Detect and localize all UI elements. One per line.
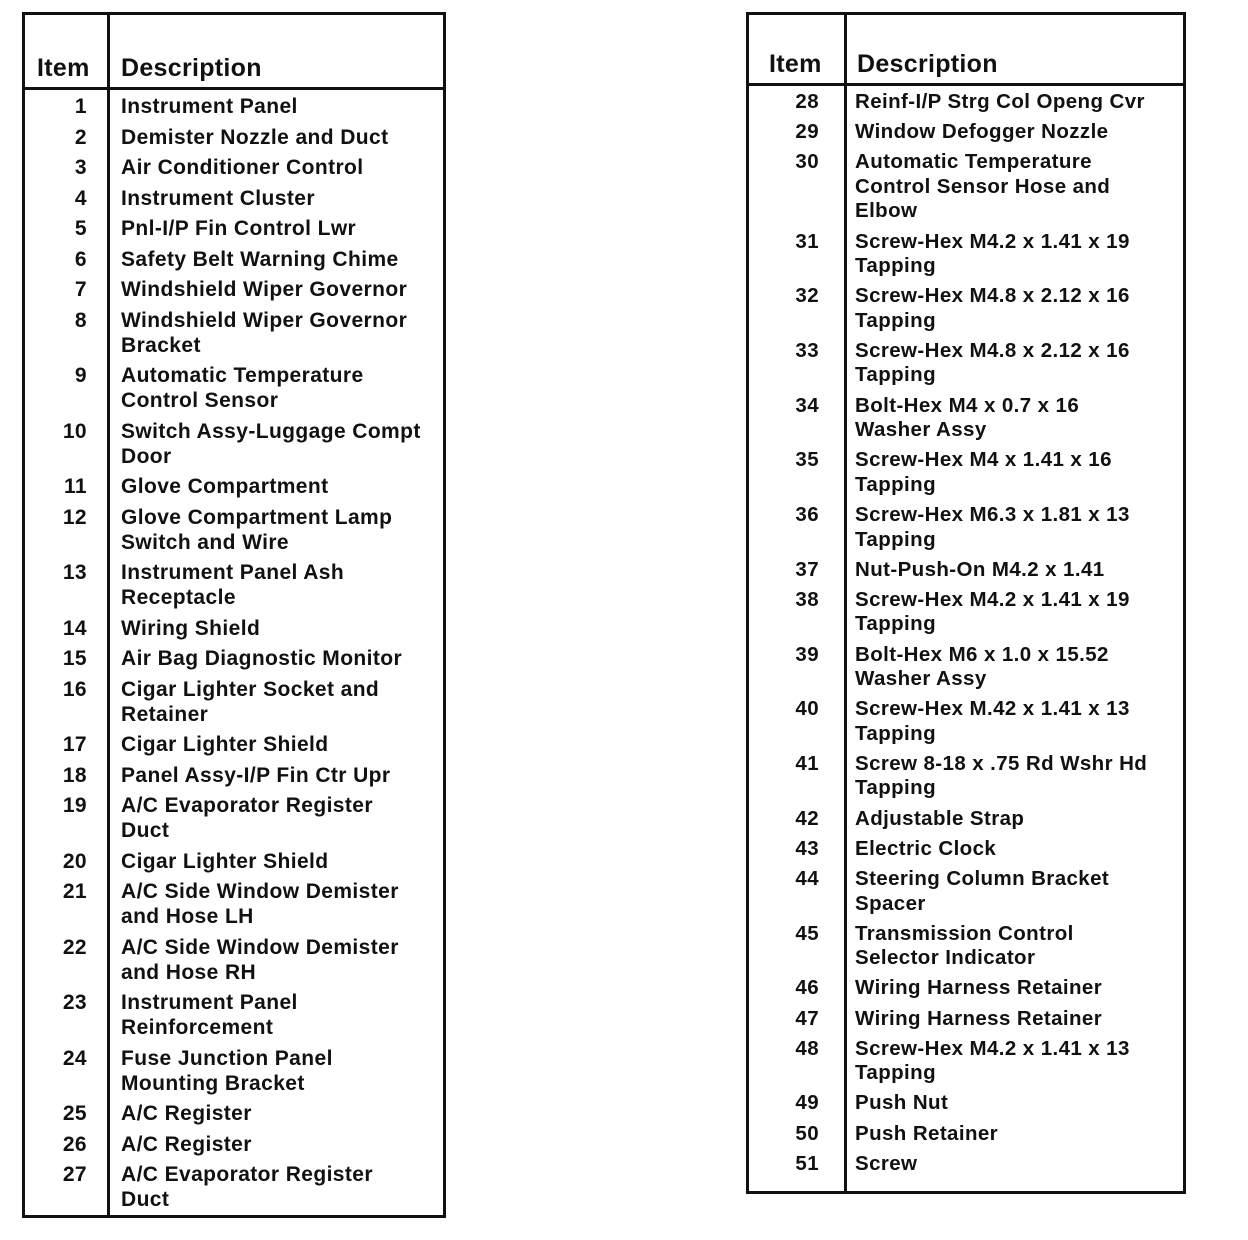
item-description: A/C Register (121, 1102, 252, 1125)
header-item: Item (769, 50, 822, 78)
table-row (749, 697, 1183, 746)
item-number: 45 (795, 921, 819, 945)
item-description: Cigar Lighter Socket and Retainer (121, 677, 380, 726)
item-number: 6 (74, 247, 87, 271)
table-header (749, 15, 1183, 86)
item-number: 4 (74, 186, 87, 210)
item-number: 46 (795, 976, 819, 1000)
item-number: 37 (795, 557, 819, 581)
item-number: 31 (795, 229, 819, 253)
table-row (25, 94, 443, 119)
item-description: Electric Clock (855, 836, 997, 860)
item-number: 24 (62, 1046, 87, 1070)
item-description: Glove Compartment Lamp Switch and Wire (121, 505, 393, 554)
item-description: Windshield Wiper Governor Bracket (121, 308, 408, 357)
item-description: Air Bag Diagnostic Monitor (121, 647, 403, 670)
item-number: 50 (795, 1121, 819, 1145)
item-number: 48 (795, 1036, 819, 1060)
item-description: A/C Side Window Demister and Hose LH (121, 880, 399, 928)
item-number: 19 (62, 794, 87, 817)
item-description: Screw-Hex M4.8 x 2.12 x 16 Tapping (855, 284, 1130, 332)
table-row (25, 505, 443, 555)
item-description: A/C Register (121, 1132, 252, 1156)
table-rows (749, 90, 1183, 1182)
item-description: Window Defogger Nozzle (855, 120, 1109, 144)
item-number: 38 (795, 587, 819, 611)
item-description: Instrument Panel Ash Receptacle (121, 561, 345, 609)
item-description: Automatic Temperature Control Sensor (121, 364, 364, 412)
item-number: 1 (74, 95, 87, 118)
item-number: 42 (795, 806, 819, 830)
item-number: 51 (795, 1151, 819, 1175)
item-number: 20 (62, 849, 87, 873)
table-row (25, 879, 443, 929)
item-description: Reinf-I/P Strg Col Openg Cvr (855, 90, 1145, 113)
item-number: 28 (795, 90, 819, 113)
item-number: 16 (62, 677, 87, 701)
item-number: 26 (62, 1132, 87, 1156)
table-row (749, 150, 1183, 224)
item-number: 39 (795, 642, 819, 666)
item-number: 23 (62, 991, 87, 1014)
item-description: Wiring Shield (121, 616, 261, 640)
item-description: Screw-Hex M4 x 1.41 x 16 Tapping (855, 448, 1112, 496)
item-number: 30 (795, 150, 819, 174)
item-number: 40 (795, 697, 819, 721)
table-rows (25, 94, 443, 1218)
item-description: Instrument Panel (121, 95, 298, 118)
table-row (749, 976, 1183, 1001)
item-description: Screw-Hex M4.2 x 1.41 x 19 Tapping (855, 587, 1130, 636)
item-description: A/C Evaporator Register Duct (121, 1163, 373, 1211)
item-description: Instrument Cluster (121, 186, 315, 210)
item-description: Automatic Temperature Control Sensor Hose and Elbow (855, 150, 1111, 223)
item-description: Screw-Hex M4.2 x 1.41 x 19 Tapping (855, 229, 1130, 278)
item-description: Screw-Hex M4.8 x 2.12 x 16 Tapping (855, 338, 1130, 387)
item-number: 47 (795, 1006, 819, 1030)
table-row (25, 616, 443, 641)
table-row (749, 1152, 1183, 1177)
table-row (749, 448, 1183, 497)
item-number: 41 (795, 751, 819, 775)
item-description: Pnl-I/P Fin Control Lwr (121, 217, 357, 240)
item-description: Screw-Hex M.42 x 1.41 x 13 Tapping (855, 697, 1130, 745)
table-row (25, 125, 443, 150)
table-row (749, 1007, 1183, 1032)
header-description: Description (121, 54, 262, 82)
item-description: Cigar Lighter Shield (121, 849, 329, 873)
item-description: Wiring Harness Retainer (855, 1006, 1103, 1030)
table-row (25, 1162, 443, 1212)
item-description: Fuse Junction Panel Mounting Bracket (121, 1046, 333, 1095)
item-description: Adjustable Strap (855, 806, 1025, 830)
item-number: 5 (74, 217, 87, 240)
item-number: 22 (62, 935, 87, 959)
item-description: Screw-Hex M4.2 x 1.41 x 13 Tapping (855, 1036, 1130, 1085)
item-number: 15 (62, 647, 87, 670)
item-description: Screw 8-18 x .75 Rd Wshr Hd Tapping (855, 751, 1148, 800)
table-row (749, 807, 1183, 832)
table-row (25, 277, 443, 302)
item-number: 13 (62, 561, 87, 584)
table-row (749, 1122, 1183, 1147)
header-description: Description (857, 50, 998, 78)
item-description: Safety Belt Warning Chime (121, 247, 399, 271)
item-number: 7 (74, 278, 87, 301)
table-row (749, 643, 1183, 692)
table-row (749, 503, 1183, 552)
table-row (749, 837, 1183, 862)
table-row (25, 1046, 443, 1096)
item-number: 32 (795, 284, 819, 308)
item-description: Cigar Lighter Shield (121, 733, 329, 756)
item-number: 33 (795, 338, 819, 362)
table-row (25, 849, 443, 874)
item-number: 8 (74, 308, 87, 332)
table-row (749, 558, 1183, 583)
table-header (25, 15, 443, 90)
item-description: A/C Evaporator Register Duct (121, 794, 373, 842)
item-description: Push Retainer (855, 1121, 999, 1145)
table-row (25, 216, 443, 241)
table-row (25, 186, 443, 211)
item-number: 21 (62, 880, 87, 903)
item-number: 10 (62, 419, 87, 443)
item-number: 29 (795, 120, 819, 144)
item-number: 35 (795, 448, 819, 472)
table-row (749, 394, 1183, 443)
table-row (25, 732, 443, 757)
table-row (25, 155, 443, 180)
parts-table-right (746, 12, 1186, 1194)
item-description: Bolt-Hex M4 x 0.7 x 16 Washer Assy (855, 393, 1080, 442)
table-row (749, 1091, 1183, 1116)
item-number: 49 (795, 1091, 819, 1115)
table-row (749, 752, 1183, 801)
item-number: 18 (62, 763, 87, 787)
table-row (749, 284, 1183, 333)
item-number: 2 (74, 125, 87, 149)
item-description: Nut-Push-On M4.2 x 1.41 (855, 557, 1105, 581)
item-description: Transmission Control Selector Indicator (855, 921, 1074, 970)
table-row (25, 1101, 443, 1126)
table-row (749, 1037, 1183, 1086)
item-description: Air Conditioner Control (121, 156, 364, 179)
item-number: 9 (74, 364, 87, 387)
item-description: Instrument Panel Reinforcement (121, 991, 298, 1039)
table-row (749, 922, 1183, 971)
item-description: Push Nut (855, 1091, 949, 1115)
item-description: Glove Compartment (121, 475, 329, 498)
table-row (25, 247, 443, 272)
table-row (25, 308, 443, 358)
table-row (25, 560, 443, 610)
table-row (25, 793, 443, 843)
item-number: 3 (74, 156, 87, 179)
table-row (749, 339, 1183, 388)
table-row (25, 763, 443, 788)
item-description: Screw (855, 1151, 918, 1175)
table-row (25, 1132, 443, 1157)
item-number: 17 (62, 733, 87, 756)
table-row (749, 120, 1183, 145)
item-description: Steering Column Bracket Spacer (855, 867, 1110, 915)
item-description: Wiring Harness Retainer (855, 976, 1103, 1000)
table-row (25, 935, 443, 985)
item-description: Demister Nozzle and Duct (121, 125, 389, 149)
item-description: Screw-Hex M6.3 x 1.81 x 13 Tapping (855, 503, 1130, 551)
item-description: A/C Side Window Demister and Hose RH (121, 935, 399, 984)
table-row (749, 230, 1183, 279)
table-row (25, 646, 443, 671)
item-number: 36 (795, 503, 819, 526)
item-description: Bolt-Hex M6 x 1.0 x 15.52 Washer Assy (855, 642, 1109, 691)
item-number: 25 (62, 1102, 87, 1125)
table-row (25, 419, 443, 469)
item-number: 44 (795, 867, 819, 890)
table-row (25, 474, 443, 499)
item-number: 43 (795, 836, 819, 860)
item-number: 14 (62, 616, 87, 640)
table-row (25, 363, 443, 413)
item-description: Windshield Wiper Governor (121, 278, 408, 301)
item-description: Panel Assy-I/P Fin Ctr Upr (121, 763, 391, 787)
table-row (749, 867, 1183, 916)
item-number: 34 (795, 393, 819, 417)
table-row (749, 588, 1183, 637)
item-number: 12 (62, 505, 87, 529)
table-row (25, 677, 443, 727)
table-row (749, 90, 1183, 115)
table-row (25, 990, 443, 1040)
item-number: 11 (64, 475, 87, 498)
parts-table-left (22, 12, 446, 1218)
item-number: 27 (62, 1163, 87, 1186)
item-description: Switch Assy-Luggage Compt Door (121, 419, 421, 468)
header-item: Item (37, 54, 90, 82)
